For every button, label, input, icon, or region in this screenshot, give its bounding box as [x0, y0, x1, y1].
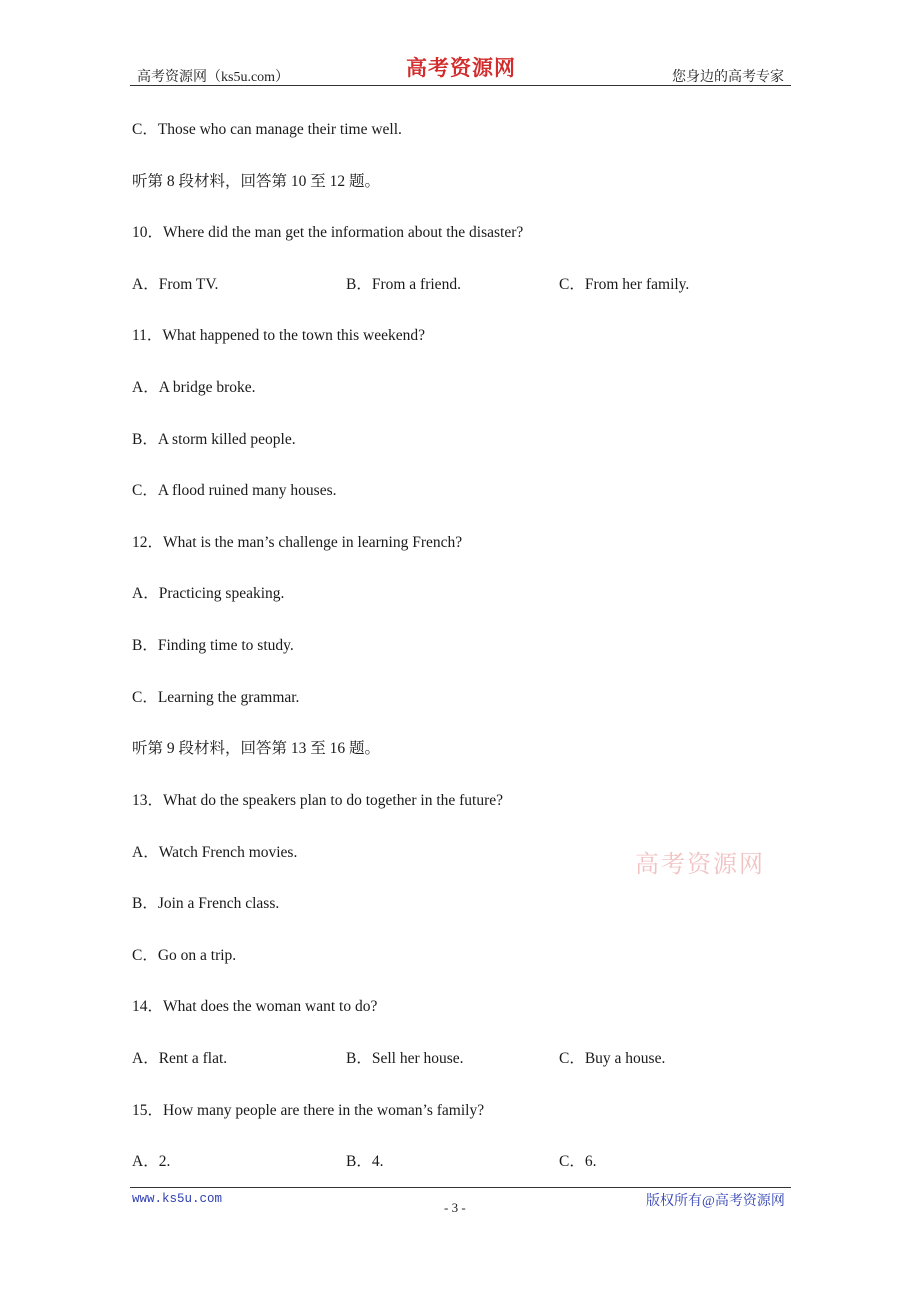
option-11b: B．A storm killed people.: [132, 431, 296, 448]
header-site-name: 高考资源网（ks5u.com）: [137, 70, 290, 85]
option-13a: A．Watch French movies.: [132, 844, 298, 861]
watermark: 高考资源网: [635, 850, 765, 878]
question-14: 14．What does the woman want to do?: [132, 998, 378, 1015]
option-13c: C．Go on a trip.: [132, 947, 237, 964]
option-12a: A．Practicing speaking.: [132, 585, 285, 602]
question-10: 10．Where did the man get the information about the disaster?: [132, 224, 524, 241]
option-14a: A．Rent a flat.: [132, 1050, 228, 1067]
section-heading-8: 听第 8 段材料，回答第 10 至 12 题。: [132, 173, 381, 190]
question-12: 12．What is the man’s challenge in learning French?: [132, 534, 463, 551]
option-14b: B．Sell her house.: [346, 1050, 464, 1067]
option-15a: A．2.: [132, 1153, 171, 1170]
option-12c: C．Learning the grammar.: [132, 689, 300, 706]
section-heading-9: 听第 9 段材料，回答第 13 至 16 题。: [132, 740, 381, 757]
footer-website-link[interactable]: www.ks5u.com: [132, 1192, 223, 1206]
page-number: - 3 -: [444, 1200, 466, 1215]
option-10b: B．From a friend.: [346, 276, 461, 293]
header-logo: 高考资源网: [406, 56, 516, 80]
footer-copyright: 版权所有@高考资源网: [646, 1194, 785, 1209]
option-13b: B．Join a French class.: [132, 895, 280, 912]
header-divider: [130, 85, 791, 86]
option-12b: B．Finding time to study.: [132, 637, 294, 654]
option-15c: C．6.: [559, 1153, 597, 1170]
option-14c: C．Buy a house.: [559, 1050, 666, 1067]
question-11: 11．What happened to the town this weekend?: [132, 327, 425, 344]
option-11c: C．A flood ruined many houses.: [132, 482, 337, 499]
option-10a: A．From TV.: [132, 276, 219, 293]
question-15: 15．How many people are there in the woman’s family?: [132, 1102, 485, 1119]
question-13: 13．What do the speakers plan to do together in the future?: [132, 792, 504, 809]
option-11a: A．A bridge broke.: [132, 379, 256, 396]
option-9c: C．Those who can manage their time well.: [132, 121, 402, 138]
option-15b: B．4.: [346, 1153, 384, 1170]
option-10c: C．From her family.: [559, 276, 690, 293]
footer-divider: [130, 1187, 791, 1188]
header-slogan: 您身边的高考专家: [672, 70, 784, 85]
